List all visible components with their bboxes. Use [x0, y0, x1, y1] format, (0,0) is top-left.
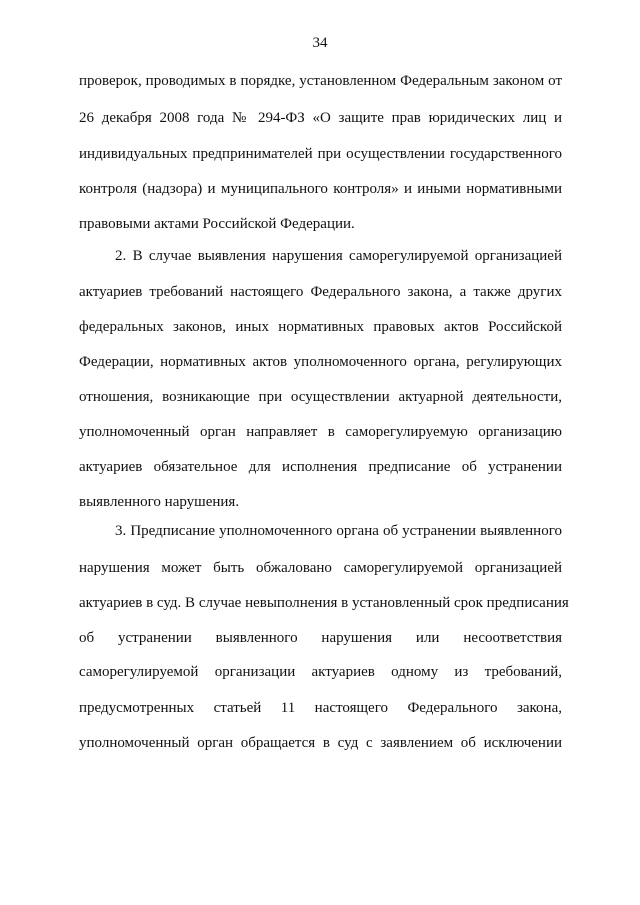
paragraph-3-first-line: 3. Предписание уполномоченного органа об устранении выявленного: [115, 523, 562, 539]
text-line: уполномоченный орган обращается в суд с заявлением об исключении: [79, 735, 562, 751]
text-line: актуариев в суд. В случае невыполнения в установленный срок предписания: [79, 595, 569, 611]
text-line: уполномоченный орган направляет в саморегулируемую организацию: [79, 424, 562, 440]
text-line: предусмотренных статьей 11 настоящего Федерального закона,: [79, 700, 562, 716]
text-line: Федерации, нормативных актов уполномоченного органа, регулирующих: [79, 354, 562, 370]
text-line: выявленного нарушения.: [79, 494, 240, 510]
paragraph-2-first-line: 2. В случае выявления нарушения саморегулируемой организацией: [115, 248, 562, 264]
text-line: об устранении выявленного нарушения или несоответствия: [79, 630, 562, 646]
text-line: актуариев требований настоящего Федерального закона, а также других: [79, 284, 562, 300]
text-line: саморегулируемой организации актуариев одному из требований,: [79, 664, 562, 680]
text-line: правовыми актами Российской Федерации.: [79, 216, 355, 232]
text-line: актуариев обязательное для исполнения предписание об устранении: [79, 459, 562, 475]
text-line: федеральных законов, иных нормативных правовых актов Российской: [79, 319, 562, 335]
text-line: индивидуальных предпринимателей при осуществлении государственного: [79, 146, 562, 162]
text-line: проверок, проводимых в порядке, установленном Федеральным законом от: [79, 73, 562, 89]
text-line: 26 декабря 2008 года № 294-ФЗ «О защите прав юридических лиц и: [79, 110, 562, 126]
text-line: отношения, возникающие при осуществлении актуарной деятельности,: [79, 389, 562, 405]
text-line: контроля (надзора) и муниципального контроля» и иными нормативными: [79, 181, 562, 197]
text-line: нарушения может быть обжаловано саморегулируемой организацией: [79, 560, 562, 576]
page-number: 34: [312, 35, 328, 51]
